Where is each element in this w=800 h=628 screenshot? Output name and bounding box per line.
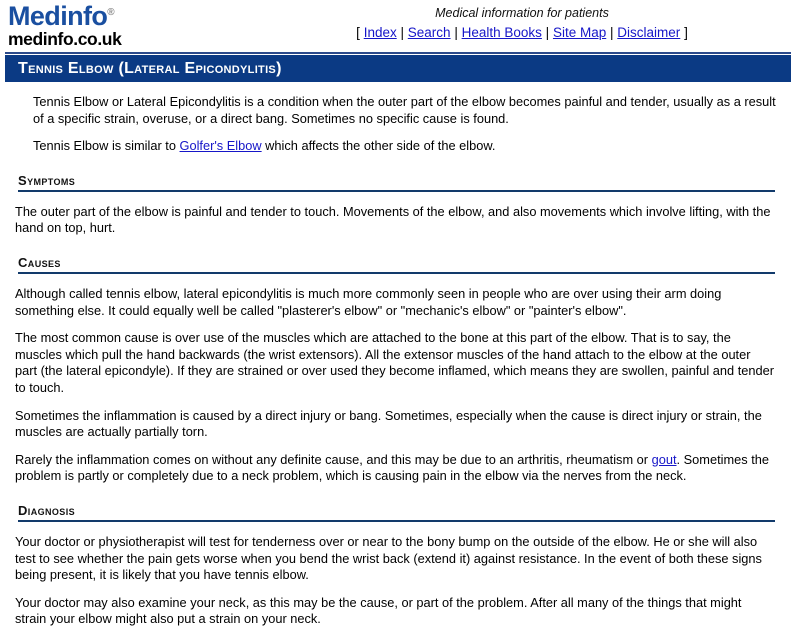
section-causes-title: Causes [18,254,61,270]
causes-paragraph-1: Although called tennis elbow, lateral epicondylitis is much more commonly seen in people who are over using their arm doing something else. It could equally well be called "plasterer's elbow" or "mechanic's elbow" or "painter's elbow". [15,285,722,318]
site-masthead [0,0,800,52]
site-tagline: Medical information for patients [435,6,609,20]
page-title-container [0,52,800,82]
nav-separator: | [545,25,550,40]
nav-separator: | [610,25,614,40]
nav-open-bracket: [ [356,25,360,40]
brand-name [8,3,115,30]
nav-link-site-map[interactable]: Site Map [552,25,607,40]
section-symptoms-head [18,173,775,192]
symptoms-paragraph-1: The outer part of the elbow is painful and tender to touch. Movements of the elbow, and also movements which involve lifting, with the hand on top, hurt. [15,203,771,236]
nav-separator: | [454,25,458,40]
page-title: Tennis Elbow (Lateral Epicondylitis) [5,55,791,82]
section-rule [18,272,775,274]
section-causes-head [18,255,775,274]
causes-paragraph-4 [15,452,775,485]
intro-p2-after: which affects the other side of the elbow. [261,138,496,154]
section-rule [18,520,775,522]
causes-p4-before: Rarely the inflammation comes on without any definite cause, and this may be due to an arthritis, rheumatism or [15,451,652,467]
registered-trademark-icon: ® [107,7,115,18]
causes-p4-after: . Sometimes the problem is partly or completely due to a neck problem, which is causing pain in the elbow via the nerves from the neck. [15,451,769,484]
causes-paragraph-2: The most common cause is over use of the muscles which are attached to the bone at this part of the elbow. That is to say, the muscles which pull the hand backwards (the wrist extensors). All the extensor muscles of the hand attach to the elbow at the outer part (the lateral epicondyle). If they are strained or over used they become inflamed, which means they are swollen, painful and tender to touch. [15,330,774,395]
article-content [0,94,800,155]
intro-paragraph-2 [33,138,776,155]
section-causes-body [0,286,775,485]
section-diagnosis-body [0,534,775,628]
nav-link-index[interactable]: Index [363,25,397,40]
section-symptoms-title: Symptoms [18,172,76,188]
causes-paragraph-3: Sometimes the inflammation is caused by a direct injury or bang. Sometimes, especially when the cause is direct injury or strain, the muscles are actually partially torn. [15,407,762,440]
page-title-top-rule [5,52,791,54]
section-rule [18,190,775,192]
nav-separator: | [400,25,405,40]
section-diagnosis-title: Diagnosis [18,502,75,518]
brand-domain: medinfo.co.uk [8,29,122,49]
diagnosis-paragraph-2: Your doctor may also examine your neck, as this may be the cause, or part of the problem. After all many of the things that might strain your elbow might also put a strain on your neck. [15,594,742,627]
golfers-elbow-link[interactable]: Golfer's Elbow [179,138,262,154]
section-symptoms [0,173,800,237]
nav-link-health-books[interactable]: Health Books [461,25,542,40]
site-logo[interactable] [8,3,121,49]
section-causes [0,255,800,485]
section-diagnosis-head [18,503,775,522]
brand-name-text: Medinfo [8,1,108,31]
intro-paragraph-1: Tennis Elbow or Lateral Epicondylitis is a condition when the outer part of the elbow becomes painful and tender, usually as a result of a specific strain, overuse, or a direct bang. Sometimes no specific cause is found. [33,94,776,126]
section-diagnosis [0,503,800,628]
nav-close-bracket: ] [684,25,688,40]
primary-nav [250,23,794,42]
intro-p2-before: Tennis Elbow is similar to [33,138,180,154]
nav-link-disclaimer[interactable]: Disclaimer [617,25,681,40]
section-symptoms-body [0,204,775,237]
gout-link[interactable]: gout [651,451,677,467]
masthead-right [250,5,794,42]
diagnosis-paragraph-1: Your doctor or physiotherapist will test for tenderness over or near to the bony bump on the outside of the elbow. He or she will also test to see whether the pain gets worse when you bend the wrist back (extend it) against resistance. In the event of both these signs being present, it is likely that you have tennis elbow. [15,533,762,583]
nav-link-search[interactable]: Search [407,25,451,40]
